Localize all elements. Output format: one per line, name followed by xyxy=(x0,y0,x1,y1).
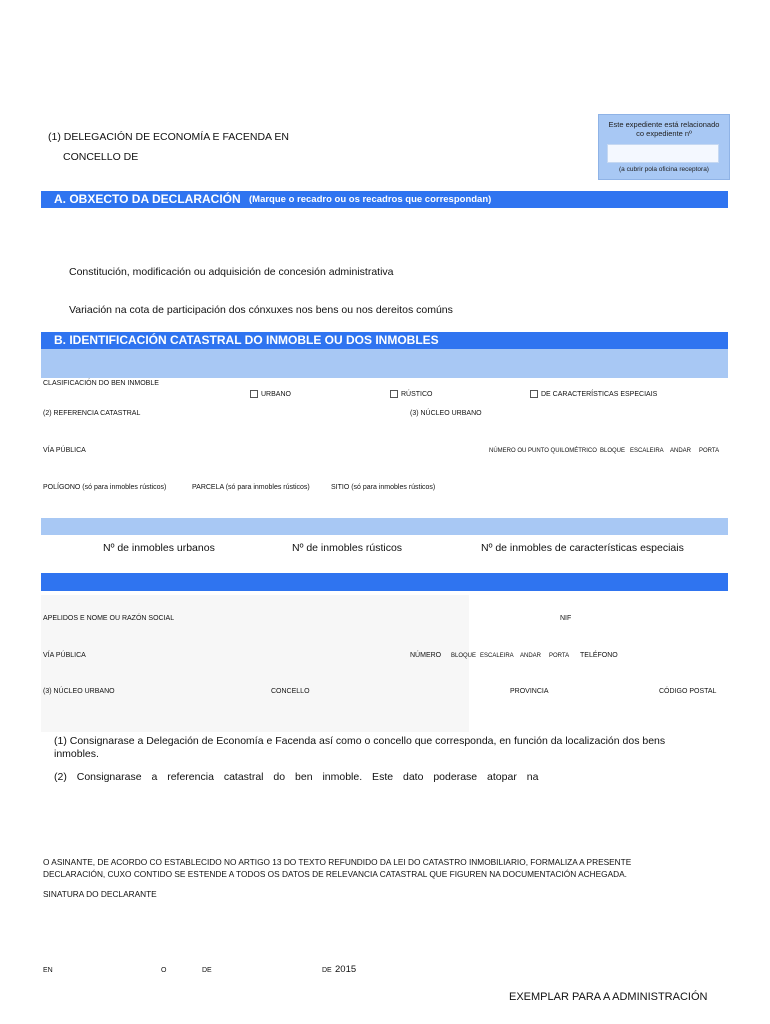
c-bloque-label: BLOQUE xyxy=(451,653,477,659)
c-nucleo-label: (3) NÚCLEO URBANO xyxy=(43,688,115,695)
via-publica-label: VÍA PÚBLICA xyxy=(43,447,86,454)
place-en-label: EN xyxy=(43,967,53,974)
c-via-publica-label: VÍA PÚBLICA xyxy=(43,652,86,659)
rustico-checkbox[interactable] xyxy=(390,390,433,398)
escaleira-label: ESCALEIRA xyxy=(630,448,664,454)
poligono-label: POLÍGONO (só para inmobles rústicos) xyxy=(43,484,167,491)
checkbox-icon xyxy=(530,390,538,398)
nif-label: NIF xyxy=(560,615,572,622)
referencia-catastral-label: (2) REFERENCIA CATASTRAL xyxy=(43,410,141,417)
clasificacion-label: CLASIFICACIÓN DO BEN INMOBLE xyxy=(43,380,159,387)
section-a-title: A. OBXECTO DA DECLARACIÓN xyxy=(54,192,241,206)
c-numero-label: NÚMERO xyxy=(410,652,442,659)
c-andar-label: ANDAR xyxy=(520,653,542,659)
counts-band xyxy=(41,518,728,535)
parcela-label: PARCELA (só para inmobles rústicos) xyxy=(192,484,310,491)
exemplar-label: EXEMPLAR PARA A ADMINISTRACIÓN xyxy=(509,991,708,1003)
delegacion-label: (1) DELEGACIÓN DE ECONOMÍA E FACENDA EN xyxy=(48,131,289,143)
especiais-checkbox[interactable] xyxy=(530,390,657,398)
n-rusticos-label: Nº de inmobles rústicos xyxy=(292,542,403,554)
rustico-label: RÚSTICO xyxy=(401,390,433,398)
sitio-label: SITIO (só para inmobles rústicos) xyxy=(331,484,436,491)
section-a-subtitle: (Marque o recadro ou os recadros que correspondan) xyxy=(249,194,492,205)
note-1-line1: (1) Consignarase a Delegación de Economía e Facenda así como o concello que corresponda, en función da localización dos bens xyxy=(54,735,666,747)
c-escaleira-label: ESCALEIRA xyxy=(480,653,514,659)
year-value: 2015 xyxy=(335,964,357,975)
c-codigo-postal-label: CÓDIGO POSTAL xyxy=(659,688,717,695)
concello-label: CONCELLO DE xyxy=(63,151,139,163)
c-provincia-label: PROVINCIA xyxy=(510,688,549,695)
expediente-box xyxy=(598,114,730,180)
sinatura-label: SINATURA DO DECLARANTE xyxy=(43,889,157,899)
c-porta-label: PORTA xyxy=(549,653,570,659)
numero-pk-label: NÚMERO OU PUNTO QUILOMÉTRICO xyxy=(489,448,597,454)
declaration-line1: O ASINANTE, DE ACORDO CO ESTABLECIDO NO ARTIGO 13 DO TEXTO REFUNDIDO DA LEI DO CATASTRO INMOBILIARIO, FORMALIZA A PRESENTE xyxy=(43,857,632,867)
section-b-header xyxy=(41,332,728,349)
urbano-checkbox[interactable] xyxy=(250,390,291,398)
declaration-line2: DECLARACIÓN, CUXO CONTIDO SE ESTENDE A TODOS OS DATOS DE RELEVANCIA CATASTRAL QUE FIGUREN NA DOCUMENTACIÓN ACHEGADA. xyxy=(43,869,627,879)
checkbox-icon xyxy=(390,390,398,398)
note-2: (2) Consignarase a referencia catastral do ben inmoble. Este dato poderase atopar na xyxy=(54,771,539,783)
section-c-header xyxy=(41,573,728,591)
note-1-line2: inmobles. xyxy=(54,748,99,760)
option-variacion-cota[interactable]: Variación na cota de participación dos cónxuxes nos bens ou nos dereitos comúns xyxy=(69,304,453,316)
apelidos-label: APELIDOS E NOME OU RAZÓN SOCIAL xyxy=(43,615,175,622)
checkbox-icon xyxy=(250,390,258,398)
andar-label: ANDAR xyxy=(670,448,692,454)
n-urbanos-label: Nº de inmobles urbanos xyxy=(103,542,215,554)
expediente-note: (a cubrir pola oficina receptora) xyxy=(619,166,709,173)
section-b-band xyxy=(41,349,728,378)
bloque-label: BLOQUE xyxy=(600,448,626,454)
year-de-label: DE xyxy=(322,967,332,974)
expediente-line2: co expediente nº xyxy=(636,129,692,138)
c-concello-label: CONCELLO xyxy=(271,688,310,695)
expediente-line1: Este expediente está relacionado xyxy=(608,120,720,129)
option-concesion[interactable]: Constitución, modificación ou adquisición de concesión administrativa xyxy=(69,266,394,278)
urbano-label: URBANO xyxy=(261,390,291,398)
nucleo-urbano-label: (3) NÚCLEO URBANO xyxy=(410,410,482,417)
especiais-label: DE CARACTERÍSTICAS ESPECIAIS xyxy=(541,390,658,398)
n-especiais-label: Nº de inmobles de características especiais xyxy=(481,542,684,554)
month-de-label: DE xyxy=(202,967,212,974)
porta-label: PORTA xyxy=(699,448,720,454)
day-o-label: O xyxy=(161,967,167,974)
c-telefono-label: TELÉFONO xyxy=(580,652,618,659)
expediente-number-field[interactable] xyxy=(607,144,719,163)
section-b-title: B. IDENTIFICACIÓN CATASTRAL DO INMOBLE OU DOS INMOBLES xyxy=(54,333,439,347)
section-a-header xyxy=(41,191,728,208)
